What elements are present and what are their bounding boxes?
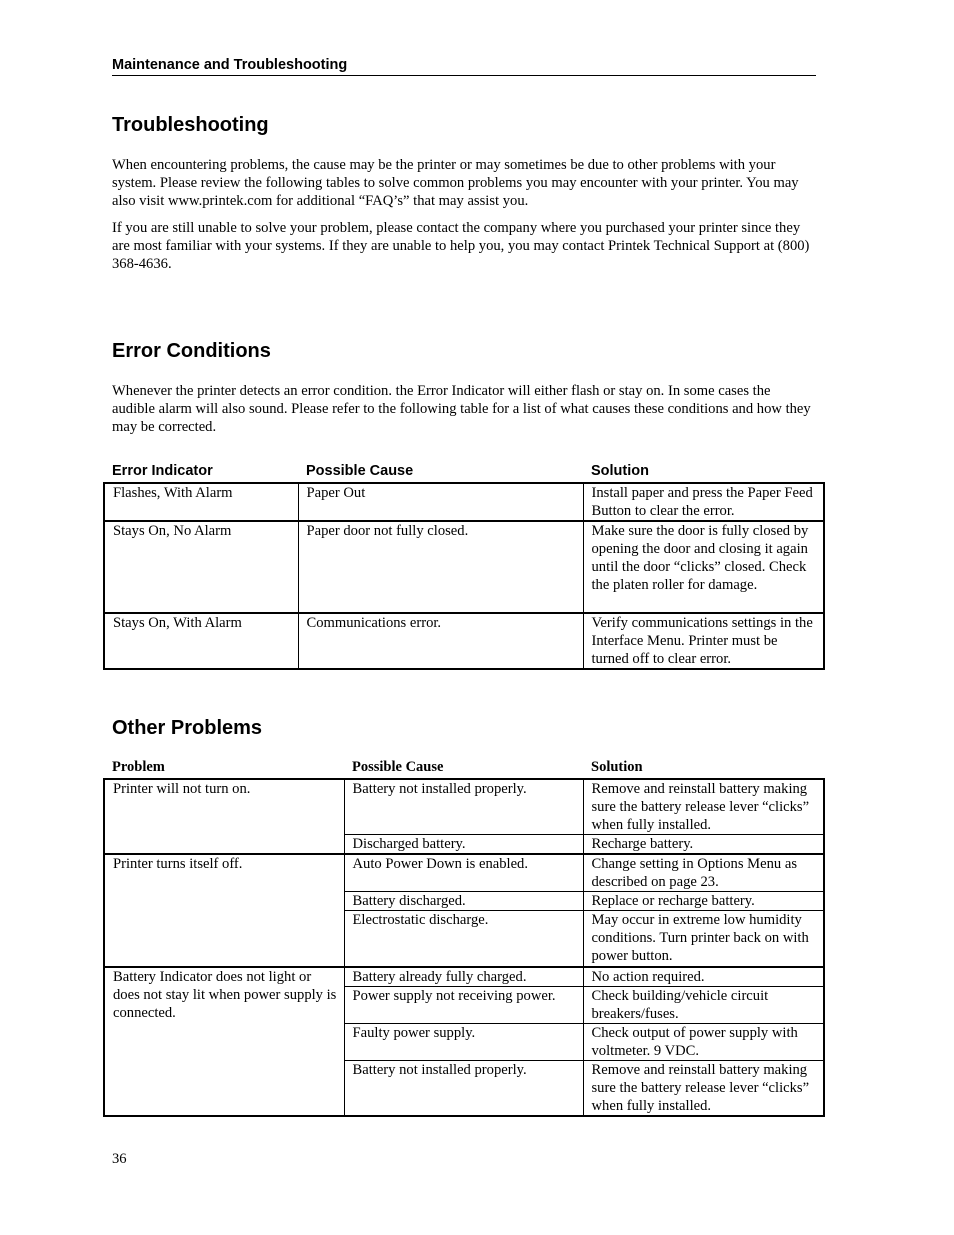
- solution-cell: Replace or recharge battery.: [583, 892, 824, 911]
- problems-col-header-problem: Problem: [112, 759, 165, 775]
- table-row: [104, 483, 824, 521]
- solution-cell: Remove and reinstall battery making sure the battery release lever “clicks” when fully installed.: [583, 779, 824, 835]
- error-col-header-cause: Possible Cause: [306, 463, 414, 479]
- table-row: [104, 521, 824, 613]
- problems-col-header-cause: Possible Cause: [352, 759, 444, 775]
- possible-cause-cell: Battery discharged.: [344, 892, 583, 911]
- solution-cell: Check building/vehicle circuit breakers/fuses.: [583, 986, 824, 1023]
- other-problems-heading: Other Problems: [112, 717, 263, 739]
- table-row: [104, 779, 824, 835]
- error-indicator-cell: Stays On, No Alarm: [104, 521, 298, 613]
- error-conditions-table: [103, 482, 825, 670]
- table-row: [104, 967, 824, 987]
- possible-cause-cell: Electrostatic discharge.: [344, 911, 583, 967]
- possible-cause-cell: Paper Out: [298, 483, 583, 521]
- problem-cell: Battery Indicator does not light or does not stay lit when power supply is connected.: [104, 967, 344, 1116]
- error-indicator-cell: Flashes, With Alarm: [104, 483, 298, 521]
- solution-cell: Make sure the door is fully closed by opening the door and closing it again until the door “clicks” closed. Check the platen roller for damage.: [583, 521, 824, 613]
- solution-cell: Recharge battery.: [583, 835, 824, 855]
- error-conditions-heading: Error Conditions: [112, 340, 271, 362]
- solution-cell: Install paper and press the Paper Feed Button to clear the error.: [583, 483, 824, 521]
- problem-cell: Printer turns itself off.: [104, 854, 344, 967]
- troubleshooting-heading: Troubleshooting: [112, 114, 269, 136]
- possible-cause-cell: Battery not installed properly.: [344, 1060, 583, 1116]
- possible-cause-cell: Battery not installed properly.: [344, 779, 583, 835]
- error-col-header-indicator: Error Indicator: [112, 463, 213, 479]
- table-row: [104, 613, 824, 669]
- solution-cell: Remove and reinstall battery making sure the battery release lever “clicks” when fully installed.: [583, 1060, 824, 1116]
- running-header: Maintenance and Troubleshooting: [112, 57, 816, 76]
- solution-cell: Change setting in Options Menu as described on page 23.: [583, 854, 824, 892]
- troubleshooting-support-paragraph: If you are still unable to solve your problem, please contact the company where you purchased your printer since they are most familiar with your systems. If they are unable to help you, you may contact Printek Technical Support at (800) 368-4636.: [112, 220, 810, 272]
- solution-cell: No action required.: [583, 967, 824, 987]
- table-row: [104, 854, 824, 892]
- solution-cell: May occur in extreme low humidity conditions. Turn printer back on with power button.: [583, 911, 824, 967]
- other-problems-table: [103, 778, 825, 1117]
- possible-cause-cell: Battery already fully charged.: [344, 967, 583, 987]
- troubleshooting-intro-paragraph: When encountering problems, the cause may be the printer or may sometimes be due to other problems with your system. Please review the following tables to solve common problems you may encounter with your printer. You may also visit www.printek.com for additional “FAQ’s” that may assist you.: [112, 157, 799, 209]
- possible-cause-cell: Faulty power supply.: [344, 1023, 583, 1060]
- possible-cause-cell: Auto Power Down is enabled.: [344, 854, 583, 892]
- possible-cause-cell: Paper door not fully closed.: [298, 521, 583, 613]
- error-conditions-paragraph: Whenever the printer detects an error condition. the Error Indicator will either flash or stay on. In some cases the audible alarm will also sound. Please refer to the following table for a list of what causes these conditions and how they may be corrected.: [112, 383, 811, 435]
- error-col-header-solution: Solution: [591, 463, 649, 479]
- possible-cause-cell: Communications error.: [298, 613, 583, 669]
- problems-col-header-solution: Solution: [591, 759, 643, 775]
- page-number: 36: [112, 1151, 127, 1167]
- error-indicator-cell: Stays On, With Alarm: [104, 613, 298, 669]
- possible-cause-cell: Discharged battery.: [344, 835, 583, 855]
- problem-cell: Printer will not turn on.: [104, 779, 344, 854]
- possible-cause-cell: Power supply not receiving power.: [344, 986, 583, 1023]
- solution-cell: Check output of power supply with voltmeter. 9 VDC.: [583, 1023, 824, 1060]
- solution-cell: Verify communications settings in the Interface Menu. Printer must be turned off to clear error.: [583, 613, 824, 669]
